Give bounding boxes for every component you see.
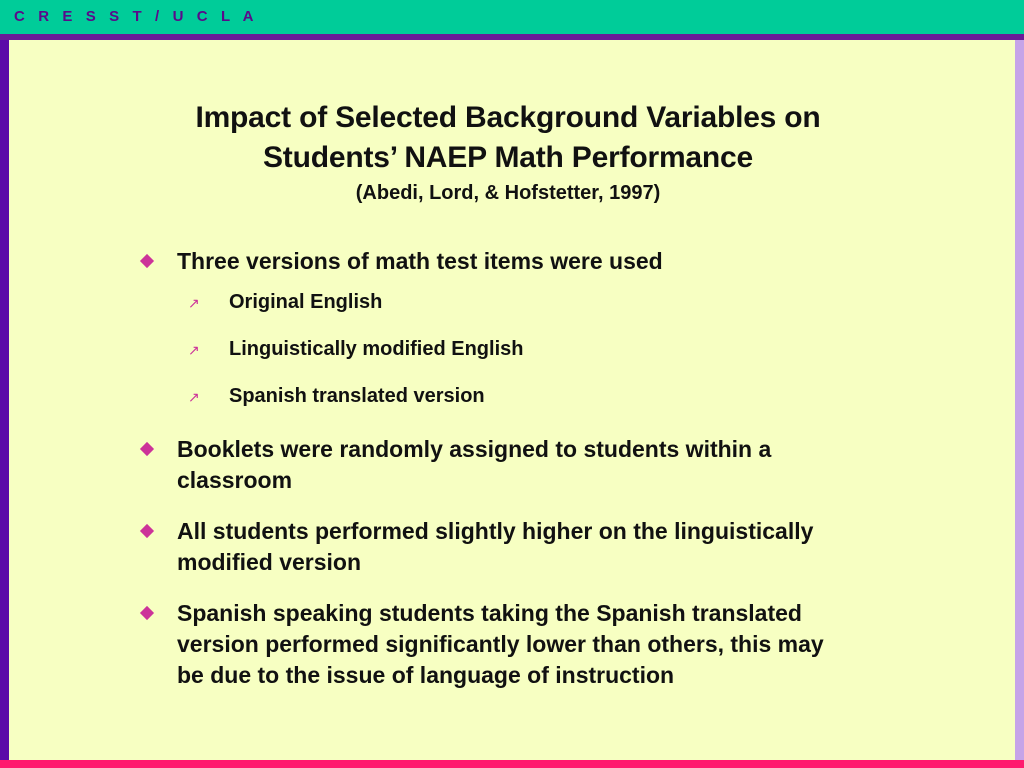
- slide-title-line-2: Students’ NAEP Math Performance: [262, 141, 754, 174]
- sub-bullet-item: [138, 383, 838, 410]
- diamond-icon: [140, 442, 154, 456]
- bullet-item: [138, 434, 838, 496]
- diamond-icon: [140, 606, 154, 620]
- left-border: [0, 40, 9, 760]
- arrow-up-right-icon: ↗: [188, 295, 200, 311]
- slide-citation: (Abedi, Lord, & Hofstetter, 1997): [355, 182, 661, 204]
- bullet-text: Booklets were randomly assigned to students within a classroom: [177, 436, 772, 493]
- bullet-text: Spanish speaking students taking the Spanish translated version performed significantly lower than others, this may be due to the issue of language of instruction: [177, 600, 824, 688]
- diamond-icon: [140, 524, 154, 538]
- sub-bullet-item: [138, 289, 838, 316]
- bullet-text: Three versions of math test items were used: [177, 248, 663, 274]
- sub-bullet-text: Linguistically modified English: [229, 338, 524, 360]
- bullet-item: [138, 516, 838, 578]
- header-band: [0, 0, 1024, 34]
- sub-bullet-item: [138, 336, 838, 363]
- arrow-up-right-icon: ↗: [188, 342, 200, 358]
- slide-title: [108, 98, 908, 178]
- header-label: C R E S S T / U C L A: [14, 8, 259, 25]
- sub-bullet-text: Spanish translated version: [229, 385, 485, 407]
- bullet-list: [138, 246, 838, 711]
- diamond-icon: [140, 254, 154, 268]
- bullet-item: [138, 246, 838, 277]
- right-border: [1015, 40, 1024, 760]
- sub-bullet-text: Original English: [229, 291, 383, 313]
- slide-title-block: [108, 98, 908, 208]
- footer-rule: [0, 760, 1024, 768]
- bullet-item: [138, 598, 838, 691]
- bullet-text: All students performed slightly higher on the linguistically modified version: [177, 518, 814, 575]
- header-rule: [0, 34, 1024, 40]
- slide-title-line-1: Impact of Selected Background Variables on: [195, 101, 821, 134]
- arrow-up-right-icon: ↗: [188, 389, 200, 405]
